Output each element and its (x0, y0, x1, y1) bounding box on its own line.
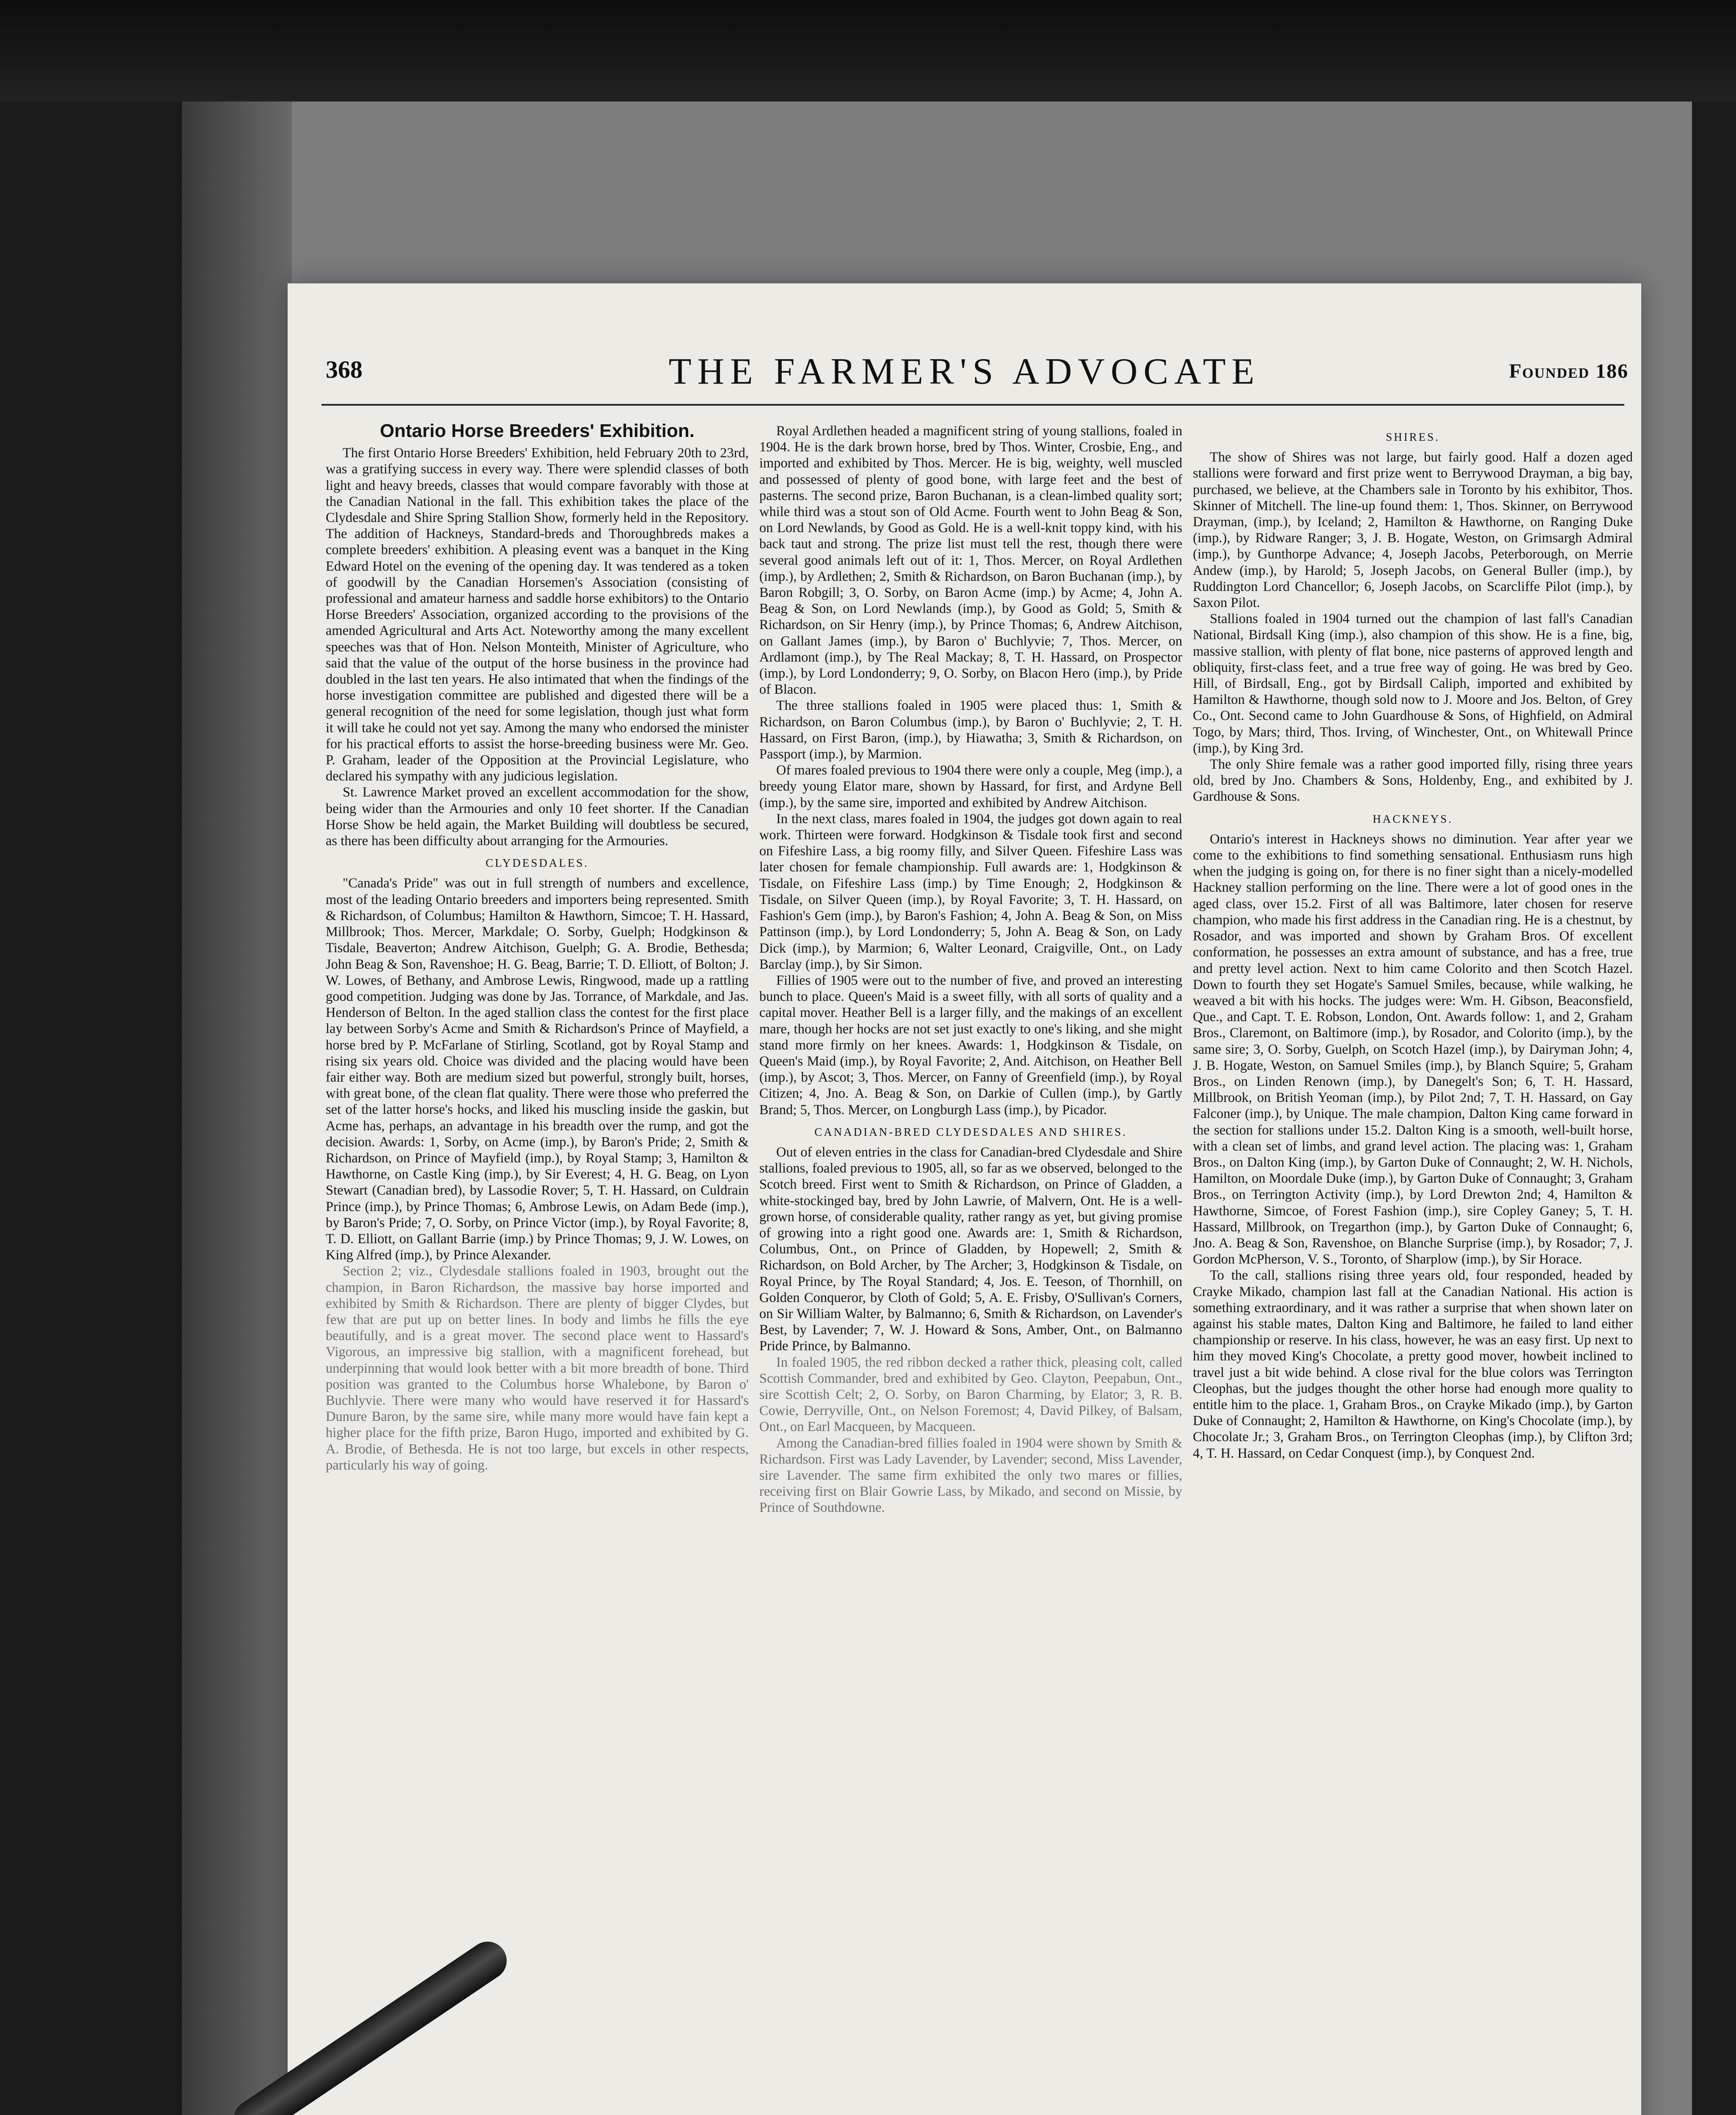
founded-note: Founded 186 (1509, 360, 1629, 382)
header-rule (321, 404, 1624, 406)
article-paragraph: The show of Shires was not large, but fairly good. Half a dozen aged stallions were forward and first prize went to Berrywood Drayman, a big bay, purchased, we believe, at the Chambers sale in Toronto by his exhibitor, Thos. Skinner of Mitchell. The line-up found them: 1, Thos. Skinner, on Berrywood Drayman, (imp.), by Iceland; 2, Hamilton & Hawthorne, on Ranging Duke (imp.), by Ridware Ranger; 3, J. B. Hogate, Weston, on Grimsargh Admiral (imp.), by Gunthorpe Advance; 4, Joseph Jacobs, Peterborough, on Merrie Andew (imp.), by Harold; 5, Joseph Jacobs, on General Buller (imp.), by Ruddington Lord Chancellor; 6, Joseph Jacobs, on Scarcliffe Pilot (imp.), by Saxon Pilot. (1193, 450, 1633, 611)
page-number: 368 (326, 356, 363, 383)
section-heading-shires: SHIRES. (1386, 431, 1440, 443)
article-paragraph: In foaled 1905, the red ribbon decked a rather thick, pleasing colt, called Scottish Commander, bred and exhibited by Geo. Clayton, Peepabun, Ont., sire Scottish Celt; 2, O. Sorby, on Baron Charming, by Elator; 3, R. B. Cowie, Derryville, Ont., on Nelson Foremost; 4, David Pilkey, of Balsam, Ont., on Earl Macqueen, by Macqueen. (759, 1354, 1182, 1435)
article-paragraph: In the next class, mares foaled in 1904, the judges got down again to real work. Thirteen were forward. Hodgkinson & Tisdale took first and second on Fifeshire Lass, a big roomy filly, and Silver Queen. Fifeshire Lass was later chosen for female championship. Full awards are: 1, Hodgkinson & Tisdale, on Fifeshire Lass (imp.) by Time Enough; 2, Hodgkinson & Tisdale, on Silver Queen (imp.), by Royal Favorite; 3, T. H. Hassard, on Fashion's Gem (imp.), by Baron's Fashion; 4, John A. Beag & Son, on Miss Pattinson (imp.), by Lord Londonderry; 5, John A. Beag & Son, on Lady Dick (imp.), by Marmion; 6, Walter Leonard, Craigville, Ont., on Lady Barclay (imp.), by Sir Simon. (759, 811, 1182, 972)
article-paragraph: The first Ontario Horse Breeders' Exhibition, held February 20th to 23rd, was a gratifying success in every way. There were splendid classes of both light and heavy breeds, classes that would compare favorably with those at the Canadian National in the fall. This exhibition takes the place of the Clydesdale and Shire Spring Stallion Show, formerly held in the Repository. The addition of Hackneys, Standard-breds and Thoroughbreds makes a complete breeders' exhibition. A pleasing event was a banquet in the King Edward Hotel on the evening of the opening day. It was tendered as a token of goodwill by the Canadian Horsemen's Association (consisting of professional and amateur harness and saddle horse exhibitors) to the Ontario Horse Breeders' Association, organized according to the provisions of the amended Agricultural and Arts Act. Noteworthy among the many excellent speeches was that of Hon. Nelson Monteith, Minister of Agriculture, who said that the value of the output of the horse business in the province had doubled in the last ten years. He also intimated that when the findings of the horse investigation committee are published and digested there will be a general recognition of the need for some legislation, though just what form it will take he could not yet say. Among the many who endorsed the minister for his practical efforts to assist the horse-breeding business were Mr. Geo. P. Graham, leader of the Opposition at the Provincial Legislature, who declared his sympathy with any judicious legislation. (326, 445, 749, 784)
article-paragraph: The only Shire female was a rather good imported filly, rising three years old, bred by Jno. Chambers & Sons, Holdenby, Eng., and exhibited by J. Gardhouse & Sons. (1193, 757, 1633, 805)
article-heading: Ontario Horse Breeders' Exhibition. (380, 423, 695, 441)
newspaper-page (288, 283, 1641, 2115)
column-3 (1193, 423, 1633, 2115)
section-heading-canadian-bred: CANADIAN-BRED CLYDESDALES AND SHIRES. (814, 1125, 1127, 1138)
article-paragraph: Royal Ardlethen headed a magnificent string of young stallions, foaled in 1904. He is the dark brown horse, bred by Thos. Winter, Crosbie, Eng., and imported and exhibited by Thos. Mercer. He is big, weighty, well muscled and possessed of plenty of good bone, with large feet and the best of pasterns. The second prize, Baron Buchanan, is a clean-limbed quality sort; while third was a stout son of Old Acme. Fourth went to John Beag & Son, on Lord Newlands, by Good as Gold. He is a well-knit toppy kind, with his back taut and strong. The prize list must tell the rest, though there were several good animals left out of it: 1, Thos. Mercer, on Royal Ardlethen (imp.), by Ardlethen; 2, Smith & Richardson, on Baron Buchanan (imp.), by Baron Robgill; 3, O. Sorby, on Baron Acme (imp.) by Acme; 4, John A. Beag & Son, on Lord Newlands (imp.), by Good as Gold; 5, Smith & Richardson, on Sir Henry (imp.), by Prince Thomas; 6, Andrew Aitchison, on Gallant James (imp.), by Baron o' Buchlyvie; 7, Thos. Mercer, on Ardlamont (imp.), by The Real Mackay; 8, T. H. Hassard, on Prospector (imp.), by Lord Londonderry; 9, O. Sorby, on Blacon Hero (imp.), by Pride of Blacon. (759, 423, 1182, 698)
article-paragraph: To the call, stallions rising three years old, four responded, headed by Crayke Mikado, champion last fall at the Canadian National. His action is something extraordinary, and it was rather a surprise that when shown later on against his stable mates, Dalton King and Baltimore, he failed to land either championship or reserve. In his class, however, he was an easy first. Up next to him they moved King's Chocolate, a pretty good mover, howbeit inclined to travel just a bit wide behind. A close rival for the blue colors was Terrington Cleophas, but the judges thought the other horse had enough more quality to entitle him to the place. 1, Graham Bros., on Crayke Mikado (imp.), by Garton Duke of Connaught; 2, Hamilton & Hawthorne, on King's Chocolate (imp.), by Chocolate Jr.; 3, Graham Bros., on Terrington Cleophas (imp.), by Clifton 3rd; 4, T. H. Hassard, on Cedar Conquest (imp.), by Conquest 2nd. (1193, 1268, 1633, 1461)
article-paragraph: St. Lawrence Market proved an excellent accommodation for the show, being wider than the Armouries and only 10 feet shorter. If the Canadian Horse Show be held again, the Market Building will doubtless be secured, as there has been difficulty about arranging for the Armouries. (326, 785, 749, 849)
article-paragraph: Ontario's interest in Hackneys shows no diminution. Year after year we come to the exhibitions to find something sensational. Enthusiasm runs high when the judging is going on, for there is no finer sight than a nicely-modelled Hackney stallion performing on the line. There were a lot of good ones in the aged class, over 15.2. First of all was Baltimore, later chosen for reserve champion, who made his first address in the Canadian ring. He is a chestnut, by Rosador, and was imported and shown by Graham Bros. Of excellent conformation, he possesses an extra amount of substance, and has a free, true and pretty level action. Next to him came Colorito and then Scotch Hazel. Down to fourth they set Hogate's Samuel Smiles, because, while walking, he weaved a bit with his hocks. The judges were: Wm. H. Gibson, Beaconsfield, Que., and Capt. T. E. Robson, London, Ont. Awards follow: 1, and 2, Graham Bros., Claremont, on Baltimore (imp.), by Rosador, and Colorito (imp.), by the same sire; 3, O. Sorby, Guelph, on Scotch Hazel (imp.), by Dairyman John; 4, J. B. Hogate, Weston, on Samuel Smiles (imp.), by Blanch Squire; 5, Graham Bros., on Linden Renown (imp.), by Danegelt's Son; 6, T. H. Hassard, Millbrook, on British Yeoman (imp.), by Pilot 2nd; 7, T. H. Hassard, on Gay Falconer (imp.), by Unique. The male champion, Dalton King came forward in the section for stallions under 15.2. Dalton King is a smooth, well-built horse, with a clean set of limbs, and grand level action. The placing was: 1, Graham Bros., on Dalton King (imp.), by Garton Duke of Connaught; 2, W. H. Nichols, Hamilton, on Moordale Duke (imp.), by Garton Duke of Connaught; 3, Graham Bros., on Terrington Activity (imp.), by Lord Drewton 2nd; 4, Hamilton & Hawthorne, Simcoe, of Forest Fashion (imp.), sire Copley Ganey; 5, T. H. Hassard, Millbrook, on Tregarthon (imp.), by Garton Duke of Connaught; 6, Jno. A. Beag & Son, Ravenshoe, on Blanche Surprise (imp.), by Rosador; 7, J. Gordon McPherson, V. S., Toronto, of Sharplow (imp.), by Sir Horace. (1193, 831, 1633, 1267)
article-paragraph: Stallions foaled in 1904 turned out the champion of last fall's Canadian National, Birdsall King (imp.), also champion of this show. He is a fine, big, massive stallion, with plenty of flat bone, nice pasterns of approved length and obliquity, first-class feet, and a true free way of going. He was bred by Geo. Hill, of Birdsall, Eng., got by Birdsall Caliph, imported and exhibited by Hamilton & Hawthorne, though sold now to J. Moore and Jos. Belton, of Grey Co., Ont. Second came to John Guardhouse & Sons, of Highfield, on Admiral Togo, by Mars; third, Thos. Irving, of Winchester, Ont., on Whitewall Prince (imp.), by King 3rd. (1193, 611, 1633, 756)
copy-board-shadow (182, 102, 292, 2115)
column-1 (326, 423, 749, 2115)
column-2 (759, 423, 1182, 2115)
article-paragraph: Of mares foaled previous to 1904 there were only a couple, Meg (imp.), a breedy young Elator mare, shown by Hassard, for first, and Ardyne Bell (imp.), by the same sire, imported and exhibited by Andrew Aitchison. (759, 763, 1182, 810)
film-top-border (0, 0, 1736, 102)
masthead: THE FARMER'S ADVOCATE (668, 351, 1261, 392)
article-paragraph: Among the Canadian-bred fillies foaled in 1904 were shown by Smith & Richardson. First was Lady Lavender, by Lavender; second, Miss Lavender, sire Lavender. The same firm exhibited the only two mares or fillies, receiving first on Blair Gowrie Lass, by Mikado, and second on Missie, by Prince of Southdowne. (759, 1435, 1182, 1516)
article-paragraph: The three stallions foaled in 1905 were placed thus: 1, Smith & Richardson, on Baron Columbus (imp.), by Baron o' Buchlyvie; 2, T. H. Hassard, on First Baron, (imp.), by Hiawatha; 3, Smith & Richardson, on Passport (imp.), by Marmion. (759, 698, 1182, 762)
article-paragraph: Section 2; viz., Clydesdale stallions foaled in 1903, brought out the champion, in Baron Richardson, the massive bay horse imported and exhibited by Smith & Richardson. There are plenty of bigger Clydes, but few that are put up on better lines. In body and limbs he fills the eye beautifully, and is a great mover. The second place went to Hassard's Vigorous, an impressive big stallion, with a magnificent forehead, but underpinning that would look better with a bit more breadth of bone. Third position was granted to the Columbus horse Whalebone, by Baron o' Buchlyvie. There were many who would have reserved it for Hassard's Dunure Baron, by the same sire, while many more would have fain kept a higher place for the fifth prize, Baron Hugo, imported and exhibited by G. A. Brodie, of Bethesda. He is not too large, but excels in other respects, particularly his way of going. (326, 1264, 749, 1473)
article-paragraph: Out of eleven entries in the class for Canadian-bred Clydesdale and Shire stallions, foaled previous to 1905, all, so far as we observed, belonged to the Scotch breed. First went to Smith & Richardson, on Prince of Gladden, a white-stockinged bay, bred by John Lawrie, of Malvern, Ont. He is a well-grown horse, of considerable quality, rather rangy as yet, but giving promise of growing into a right good one. Awards are: 1, Smith & Richardson, Columbus, Ont., on Prince of Gladden, by Hopewell; 2, Smith & Richardson, on Bold Archer, by The Archer; 3, Hodgkinson & Tisdale, on Royal Prince, by The Royal Standard; 4, Jos. E. Teeson, of Thornhill, on Golden Conqueror, by Cloth of Gold; 5, A. E. Frisby, O'Sullivan's Corners, on Sir William Walter, by Balmanno; 6, Smith & Richardson, on Lavender's Best, by Lavender; 7, W. J. Howard & Sons, Amber, Ont., on Balmanno Pride Prince, by Balmanno. (759, 1144, 1182, 1354)
section-heading-clydesdales: CLYDESDALES. (485, 857, 589, 870)
article-paragraph: "Canada's Pride" was out in full strength of numbers and excellence, most of the leading Ontario breeders and importers being represented. Smith & Richardson, of Columbus; Hamilton & Hawthorn, Simcoe; T. H. Hassard, Millbrook; Thos. Mercer, Markdale; O. Sorby, Guelph; Hodgkinson & Tisdale, Beaverton; Andrew Aitchison, Guelph; G. A. Brodie, Bethesda; John Beag & Son, Ravenshoe; H. G. Beag, Barrie; T. D. Elliott, of Bolton; J. W. Lowes, of Bethany, and Ambrose Lewis, Ringwood, made up a rattling good competition. Judging was done by Jas. Torrance, of Markdale, and Jas. Henderson of Belton. In the aged stallion class the contest for the first place lay between Sorby's Acme and Smith & Richardson's Prince of Mayfield, a horse bred by P. McFarlane of Stirling, Scotland, got by Royal Stamp and rising six years old. Choice was divided and the placing would have been fair either way. Both are medium sized but powerful, strongly built, horses, with great bone, of the clean flat quality. There were those who preferred the set of the latter horse's hocks, and liked his muscling inside the gaskin, but Acme has, perhaps, an advantage in his breadth over the rump, and got the decision. Awards: 1, Sorby, on Acme (imp.), by Baron's Pride; 2, Smith & Richardson, on Prince of Mayfield (imp.), by Royal Stamp; 3, Hamilton & Hawthorne, on Castle King (imp.), by Sir Everest; 4, H. G. Beag, on Lyon Stewart (Canadian bred), by Lassodie Rover; 5, T. H. Hassard, on Culdrain Prince (imp.), by Prince Thomas; 6, Ambrose Lewis, on Adam Bede (imp.), by Baron's Pride; 7, O. Sorby, on Prince Victor (imp.), by Royal Favorite; 8, T. D. Elliott, on Gallant Barrie (imp.) by Prince Thomas; 9, J. W. Lowes, on King Alfred (imp.), by Prince Alexander. (326, 876, 749, 1263)
article-paragraph: Fillies of 1905 were out to the number of five, and proved an interesting bunch to place. Queen's Maid is a sweet filly, with all sorts of quality and a capital mover. Heather Bell is a larger filly, and the makings of an excellent mare, though her hocks are not set just exactly to one's liking, and she might stand more firmly on her knees. Awards: 1, Hodgkinson & Tisdale, on Queen's Maid (imp.), by Royal Favorite; 2, And. Aitchison, on Heather Bell (imp.), by Ascot; 3, Thos. Mercer, on Fanny of Greenfield (imp.), by Royal Citizen; 4, Jno. A. Beag & Son, on Darkie of Cullen (imp.), by Gartly Brand; 5, Thos. Mercer, on Longburgh Lass (imp.), by Picador. (759, 972, 1182, 1118)
section-heading-hackneys: HACKNEYS. (1373, 812, 1453, 825)
